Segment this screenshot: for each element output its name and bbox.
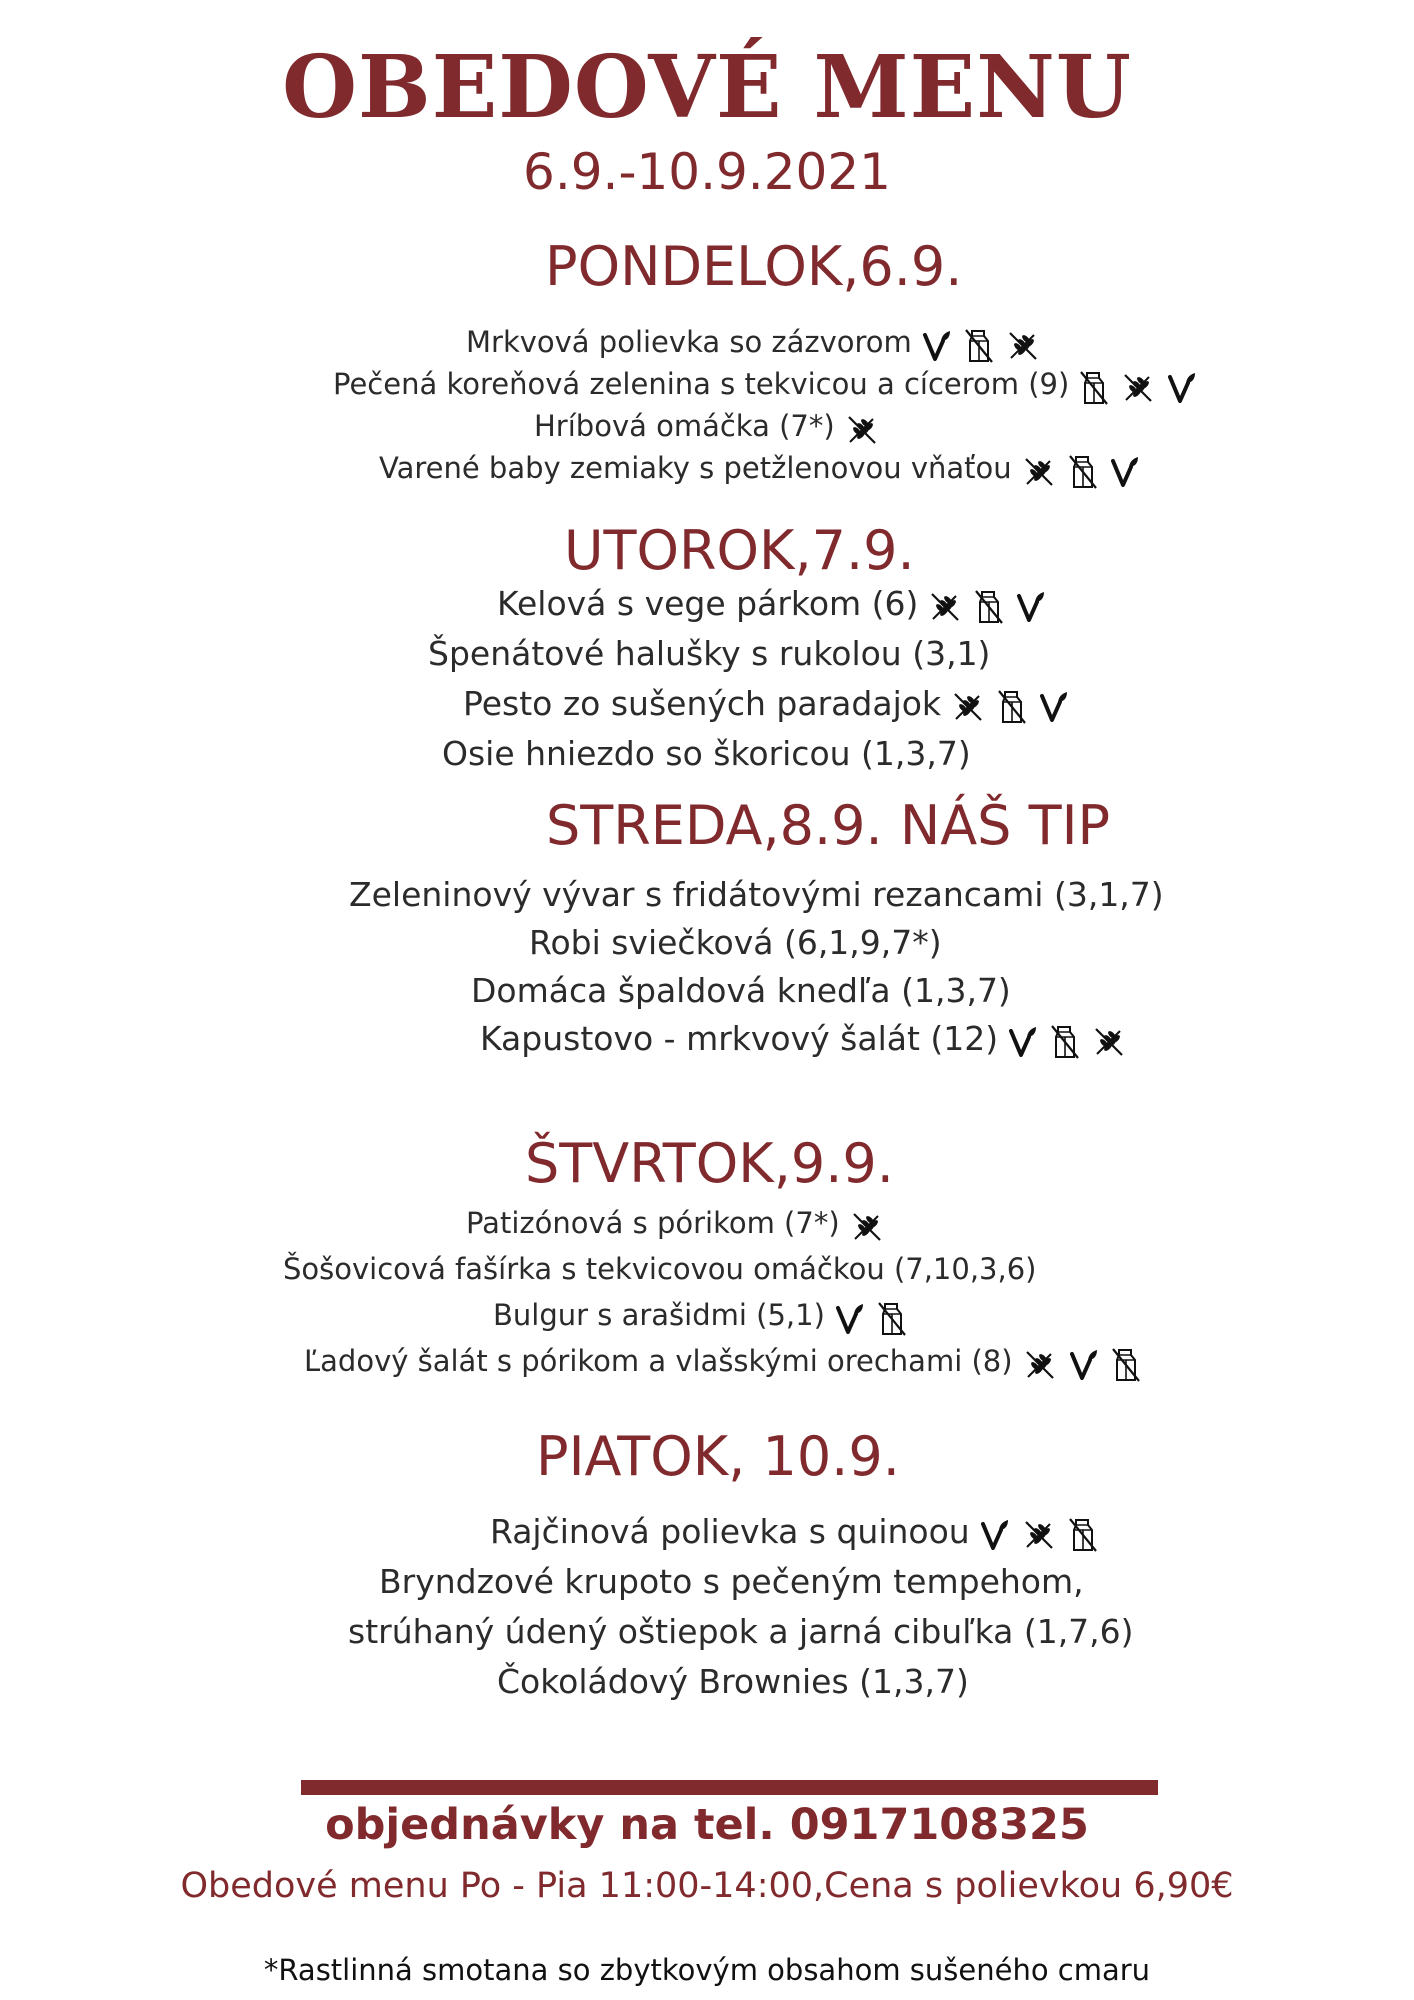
opening-hours-price: Obedové menu Po - Pia 11:00-14:00,Cena s polievkou 6,90€	[180, 1866, 1234, 1906]
menu-item	[490, 1510, 1110, 1556]
vegan-icon	[835, 1300, 877, 1334]
no-milk-icon	[997, 686, 1039, 725]
menu-item-text: Domáca špaldová knedľa (1,3,7)	[471, 971, 1011, 1010]
vegan-icon	[1110, 453, 1152, 487]
menu-item-text: Hríbová omáčka (7*)	[534, 409, 835, 443]
menu-item	[304, 1342, 1153, 1383]
menu-item-text: Varené baby zemiaky s petžlenovou vňaťou	[379, 451, 1012, 485]
no-milk-icon	[1079, 369, 1121, 403]
no-milk-icon	[974, 586, 1016, 625]
menu-item	[471, 969, 1021, 1013]
no-gluten-icon	[928, 586, 974, 625]
menu-item-text: Bryndzové krupoto s pečeným tempehom,	[379, 1562, 1084, 1601]
vegan-icon	[922, 327, 964, 361]
vegan-icon	[1167, 369, 1209, 403]
menu-item-text: Robi sviečková (6,1,9,7*)	[529, 923, 942, 962]
no-milk-icon	[877, 1300, 919, 1334]
no-gluten-icon	[845, 411, 891, 445]
menu-item-text: Osie hniezdo so škoricou (1,3,7)	[442, 734, 971, 773]
day-heading-tuesday: UTOROK,7.9.	[564, 519, 915, 582]
no-gluten-icon	[1023, 1346, 1069, 1380]
menu-date-range: 6.9.-10.9.2021	[523, 143, 891, 201]
vegan-icon	[1039, 686, 1081, 725]
no-milk-icon	[964, 327, 1006, 361]
menu-item-text: Patizónová s pórikom (7*)	[466, 1206, 840, 1240]
no-milk-icon	[1068, 1514, 1110, 1553]
day-heading-wednesday: STREDA,8.9. NÁŠ TIP	[546, 794, 1111, 857]
menu-item	[379, 1560, 1094, 1604]
no-milk-icon	[1111, 1346, 1153, 1380]
menu-item-text: Pesto zo sušených paradajok	[463, 684, 942, 723]
vegan-icon	[1069, 1346, 1111, 1380]
menu-item	[466, 323, 1052, 364]
day-heading-thursday: ŠTVRTOK,9.9.	[525, 1132, 894, 1195]
no-milk-icon	[1050, 1021, 1092, 1060]
no-gluten-icon	[1006, 327, 1052, 361]
menu-item-text: Šošovicová fašírka s tekvicovou omáčkou (7,10,3,6)	[283, 1252, 1037, 1286]
menu-item	[466, 1204, 896, 1244]
menu-item	[379, 449, 1152, 490]
menu-item	[534, 407, 891, 447]
menu-item	[480, 1017, 1138, 1063]
footnote: *Rastlinná smotana so zbytkovým obsahom sušeného cmaru	[263, 1953, 1151, 1987]
no-gluten-icon	[1022, 453, 1068, 487]
menu-item-text: Mrkvová polievka so zázvorom	[466, 325, 912, 359]
menu-item-text: Pečená koreňová zelenina s tekvicou a cícerom (9)	[333, 367, 1070, 401]
menu-item-text: strúhaný údený oštiepok a jarná cibuľka (1,7,6)	[348, 1612, 1134, 1651]
menu-item	[428, 632, 1000, 676]
menu-item	[497, 582, 1058, 628]
menu-item-text: Bulgur s arašidmi (5,1)	[493, 1298, 825, 1332]
menu-item-text: Rajčinová polievka s quinoou	[490, 1512, 970, 1551]
order-phone: objednávky na tel. 0917108325	[325, 1800, 1089, 1850]
menu-item-text: Špenátové halušky s rukolou (3,1)	[428, 634, 991, 673]
menu-item	[529, 921, 952, 965]
footer-divider	[301, 1780, 1158, 1795]
menu-item	[283, 1250, 1047, 1288]
no-gluten-icon	[1022, 1514, 1068, 1553]
menu-item	[463, 682, 1081, 728]
menu-item	[333, 365, 1209, 406]
menu-item-text: Zeleninový vývar s fridátovými rezancami (3,1,7)	[349, 875, 1164, 914]
no-milk-icon	[1068, 453, 1110, 487]
day-heading-monday: PONDELOK,6.9.	[545, 235, 963, 298]
no-gluten-icon	[951, 686, 997, 725]
no-gluten-icon	[850, 1208, 896, 1242]
menu-item	[497, 1660, 979, 1704]
menu-item	[442, 732, 981, 776]
vegan-icon	[1008, 1021, 1050, 1060]
menu-item	[349, 873, 1174, 917]
menu-item-text: Kapustovo - mrkvový šalát (12)	[480, 1019, 999, 1058]
day-heading-friday: PIATOK, 10.9.	[536, 1425, 900, 1488]
menu-item	[348, 1610, 1144, 1654]
no-gluten-icon	[1121, 369, 1167, 403]
menu-item-text: Kelová s vege párkom (6)	[497, 584, 919, 623]
menu-item-text: Ľadový šalát s pórikom a vlašskými orechami (8)	[304, 1344, 1013, 1378]
vegan-icon	[1016, 586, 1058, 625]
vegan-icon	[980, 1514, 1022, 1553]
menu-item	[493, 1296, 919, 1337]
menu-title: OBEDOVÉ MENU	[282, 37, 1132, 138]
no-gluten-icon	[1092, 1021, 1138, 1060]
menu-item-text: Čokoládový Brownies (1,3,7)	[497, 1662, 969, 1701]
